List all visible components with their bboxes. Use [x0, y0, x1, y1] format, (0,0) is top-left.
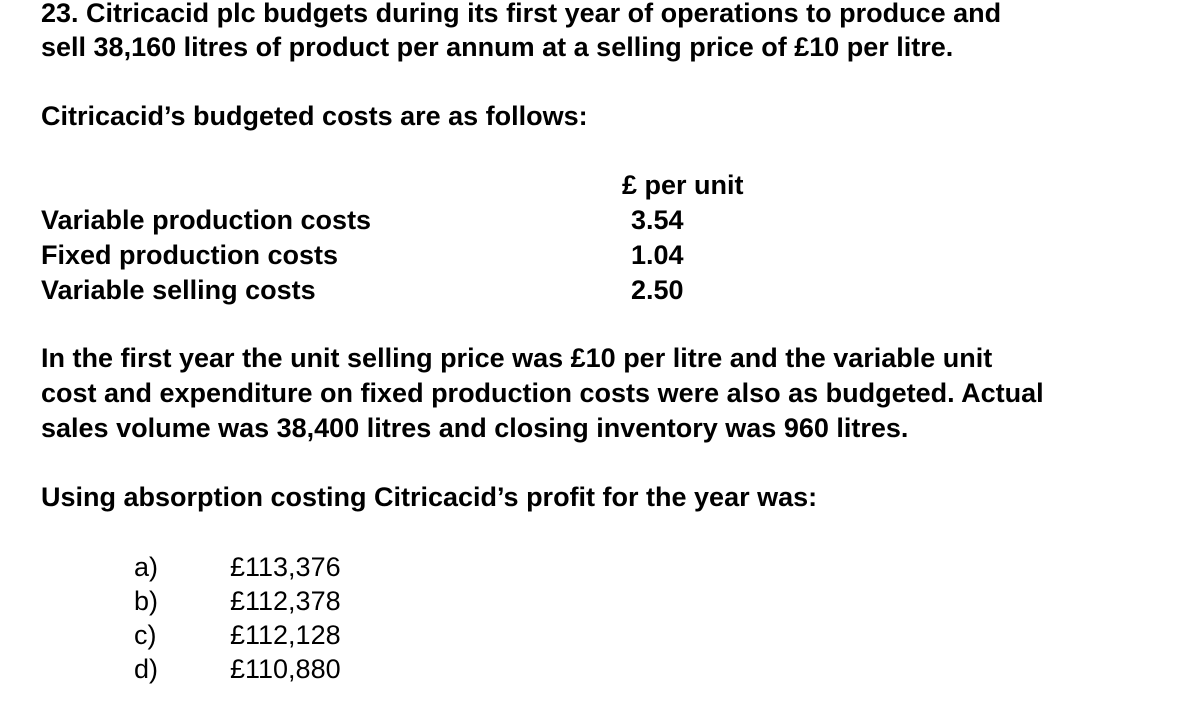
option-value: £110,880 — [230, 654, 341, 684]
scenario-paragraph-line-2: cost and expenditure on fixed production costs were also as budgeted. Actual — [41, 378, 1044, 408]
question-prompt: Using absorption costing Citricacid’s profit for the year was: — [41, 482, 818, 512]
cost-row-value: 2.50 — [631, 275, 684, 305]
cost-row-label: Variable production costs — [41, 205, 372, 235]
option-value: £112,128 — [230, 620, 341, 650]
question-heading-line-2: sell 38,160 litres of product per annum at a selling price of £10 per litre. — [41, 32, 954, 62]
cost-row-value: 3.54 — [631, 205, 684, 235]
option-letter: c) — [134, 620, 157, 650]
option-value: £113,376 — [230, 552, 341, 582]
option-value: £112,378 — [230, 586, 341, 616]
cost-column-header: £ per unit — [622, 170, 744, 200]
cost-row-label: Variable selling costs — [41, 275, 316, 305]
scenario-paragraph-line-1: In the first year the unit selling price was £10 per litre and the variable unit — [41, 343, 993, 373]
question-heading-line-1: 23. Citricacid plc budgets during its first year of operations to produce and — [41, 0, 1002, 28]
cost-row-value: 1.04 — [631, 240, 684, 270]
budgeted-costs-intro: Citricacid’s budgeted costs are as follows: — [41, 101, 588, 131]
cost-row-label: Fixed production costs — [41, 240, 339, 270]
option-letter: a) — [134, 552, 159, 582]
option-letter: b) — [134, 586, 159, 616]
scenario-paragraph-line-3: sales volume was 38,400 litres and closing inventory was 960 litres. — [41, 413, 909, 443]
option-letter: d) — [134, 654, 159, 684]
